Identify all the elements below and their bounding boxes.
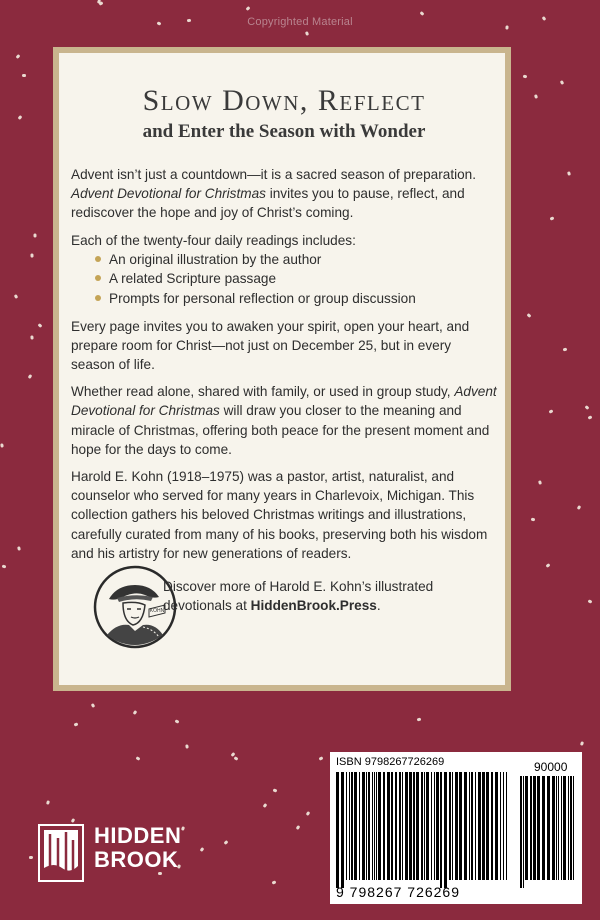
portrait-signature: KOHN: [149, 608, 165, 614]
snowflake: [538, 480, 542, 485]
barcode-bar: [495, 772, 498, 880]
snowflake: [74, 722, 79, 726]
barcode-bar: [413, 772, 415, 880]
snowflake: [585, 405, 590, 410]
barcode-bar: [405, 772, 408, 880]
barcode-bar: [558, 776, 559, 880]
barcode-bar: [409, 772, 412, 880]
snowflake: [272, 880, 277, 884]
barcode-bar: [362, 772, 365, 880]
snowflake: [319, 756, 324, 761]
snowflake: [549, 409, 554, 413]
snowflake: [546, 563, 551, 568]
isbn-label: ISBN 9798267726269: [336, 756, 445, 768]
barcode-bar: [349, 772, 350, 880]
barcode-bar: [424, 772, 425, 880]
snowflake: [71, 818, 76, 823]
publisher-logo: [38, 824, 218, 882]
whether-rest: will draw you closer to the meaning and miracle of Christmas, offering both peace for the present moment and hope for the days to come.: [71, 403, 490, 457]
snowflake: [18, 115, 23, 120]
barcode-bar: [368, 772, 370, 880]
barcode-bar: [471, 772, 473, 880]
bullet-dot-icon: [95, 256, 101, 262]
bio-paragraph: Harold E. Kohn (1918–1975) was a pastor, artist, naturalist, and counselor who served for many years in Charlevoix, Michigan. This collection gathers his beloved Christmas writings and illustrations, carefully curated from many of his books, preserving both his wisdom and his artistry for new generations of readers.: [71, 469, 488, 561]
list-item: A related Scripture passage: [95, 269, 497, 289]
barcode-bar: [444, 772, 447, 888]
barcode-bar: [520, 776, 522, 888]
barcode-bar: [402, 772, 403, 880]
snowflake: [567, 171, 571, 176]
barcode-bar: [351, 772, 353, 880]
barcode-bar: [431, 772, 432, 880]
snowflake: [185, 744, 189, 748]
isbn-digits: 9 798267 726269: [336, 884, 460, 900]
snowflake: [33, 233, 36, 237]
snowflake: [588, 599, 593, 603]
snowflake: [273, 788, 278, 792]
barcode-bar: [561, 776, 562, 880]
snowflake: [30, 253, 33, 257]
headline: Slow Down, Reflect: [142, 84, 426, 117]
barcode-bar: [452, 772, 453, 880]
barcode-bar: [336, 772, 339, 888]
barcode-bar: [426, 772, 429, 880]
snowflake: [0, 443, 4, 447]
book-title-italic: Advent Devotional for Christmas: [71, 384, 497, 419]
snowflake: [28, 374, 33, 379]
publisher-website: HiddenBrook.Press: [250, 597, 377, 613]
barcode-bar: [491, 772, 493, 880]
snowflake: [2, 564, 7, 568]
barcode-bar: [434, 772, 435, 880]
barcode-bar: [455, 772, 458, 880]
barcode-bar: [478, 772, 481, 880]
snowflake: [16, 54, 21, 59]
snowflake: [136, 756, 141, 761]
barcode-bar: [376, 772, 377, 880]
snowflake: [527, 313, 532, 318]
publisher-name: HIDDEN BROOK: [94, 823, 182, 872]
barcode-bar: [387, 772, 390, 880]
intro-line: Advent isn’t just a countdown—it is a sacred season of preparation.: [71, 167, 477, 182]
barcode-bar: [372, 772, 373, 880]
barcode-bar: [533, 776, 536, 880]
barcode-bar: [459, 772, 462, 880]
barcode-bar: [383, 772, 385, 880]
book-title-italic: Advent Devotional for Christmas: [71, 186, 266, 202]
snowflake: [560, 80, 564, 85]
barcode-bar: [395, 772, 397, 880]
snowflake: [246, 6, 251, 11]
barcode-bar: [500, 772, 501, 880]
bullet-dot-icon: [95, 275, 101, 281]
snowflake: [30, 335, 33, 339]
barcode-bar: [556, 776, 557, 880]
barcode-bar: [523, 776, 524, 888]
whether-paragraph: [71, 382, 497, 459]
barcode-bar: [421, 772, 423, 880]
barcode-bar: [354, 772, 357, 880]
snowflake: [46, 800, 50, 805]
tree-logo-icon: [38, 824, 84, 882]
price-code: 90000: [534, 760, 568, 774]
snowflake: [577, 505, 581, 510]
barcode-bar: [341, 772, 344, 888]
barcode-box: [330, 752, 582, 904]
snowflake: [17, 546, 21, 550]
barcode-bar: [525, 776, 528, 880]
barcode-bar: [547, 776, 550, 880]
barcode-bar: [366, 772, 367, 880]
snowflake: [224, 840, 229, 845]
list-item: An original illustration by the author: [95, 250, 497, 270]
snowflake: [29, 856, 33, 859]
readings-intro: Each of the twenty-four daily readings includes:: [71, 232, 356, 248]
list-item: Prompts for personal reflection or group discussion: [95, 289, 497, 309]
snowflake: [523, 75, 528, 79]
barcode-bar: [503, 772, 504, 880]
snowflake: [306, 811, 311, 816]
barcode-bar: [391, 772, 393, 880]
snowflake: [22, 74, 26, 77]
barcode-bar: [374, 772, 375, 880]
snowflake: [563, 348, 567, 352]
barcode-bar: [449, 772, 451, 880]
bullet-dot-icon: [95, 295, 101, 301]
snowflake: [175, 719, 180, 723]
snowflake: [38, 323, 43, 328]
barcode-bar: [552, 776, 555, 880]
description-panel: [59, 53, 505, 685]
whether-start: Whether read alone, shared with family, or used in group study,: [71, 384, 451, 400]
barcode-bar: [537, 776, 540, 880]
snowflake: [99, 1, 104, 6]
snowflake: [234, 756, 239, 761]
watermark: Copyrighted Material: [247, 16, 353, 28]
barcode-bar: [482, 772, 485, 880]
snowflake: [531, 518, 536, 522]
barcode-bar: [486, 772, 489, 880]
barcode-bar: [475, 772, 476, 880]
barcode-icon: [330, 752, 582, 904]
barcode-bar: [399, 772, 401, 880]
snowflake: [417, 718, 422, 722]
snowflake: [91, 703, 95, 708]
barcode-bar: [359, 772, 360, 880]
barcode-bar: [378, 772, 381, 880]
snowflake: [305, 31, 309, 36]
barcode-bar: [506, 772, 507, 880]
snowflake: [133, 710, 138, 715]
intro-rest: invites you to pause, reflect, and rediscover the hope and joy of Christ’s coming.: [71, 186, 465, 221]
barcode-bar: [570, 776, 572, 880]
barcode-bar: [542, 776, 545, 880]
snowflake: [263, 803, 268, 808]
barcode-bar: [440, 772, 442, 888]
snowflake: [580, 741, 584, 746]
intro-paragraph: [71, 165, 497, 223]
barcode-bar: [436, 772, 439, 880]
barcode-bar: [469, 772, 470, 880]
promo-start: Discover more of Harold E. Kohn’s illustrated devotionals at: [163, 578, 434, 613]
barcode-bar: [346, 772, 347, 880]
barcode-bar: [530, 776, 532, 880]
snowflake: [588, 415, 593, 419]
barcode-bar: [464, 772, 467, 880]
subheadline: and Enter the Season with Wonder: [142, 121, 426, 142]
snowflake: [534, 94, 538, 99]
readings-list: [71, 250, 497, 309]
snowflake: [14, 294, 18, 299]
promo-text: Discover more of Harold E. Kohn’s illustrated devotionals at HiddenBrook.Press.: [163, 578, 434, 613]
snowflake: [296, 825, 301, 830]
barcode-bar: [568, 776, 569, 880]
barcode-bar: [573, 776, 574, 880]
snowflake: [550, 216, 555, 220]
barcode-bar: [563, 776, 566, 880]
invite-paragraph: Every page invites you to awaken your spirit, open your heart, and prepare room for Christ—not just on December 25, but in every season of life.: [71, 318, 470, 372]
barcode-bar: [416, 772, 419, 880]
